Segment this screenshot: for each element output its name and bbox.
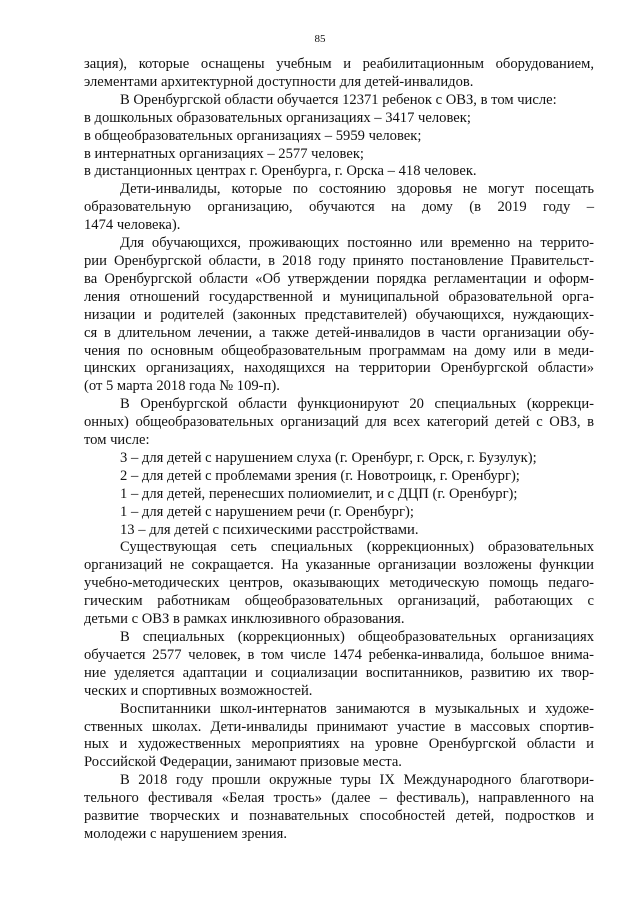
document-body <box>84 56 594 844</box>
text-line: Воспитанники школ-интернатов занимаются в музыкальных и художе- <box>120 700 594 717</box>
text-line: учебно-методических центров, оказывающих методическую помощь педаго- <box>84 575 594 592</box>
text-line: ственных школах. Дети-инвалиды принимают участие в массовых спортив- <box>84 718 594 735</box>
text-line: ления отношений государственной и муниципальной образовательной орга- <box>84 288 594 305</box>
text-line: обучается 2577 человек, в том числе 1474 ребенка-инвалида, большое внима- <box>84 646 594 663</box>
list-item: в общеобразовательных организациях – 5959 человек; <box>84 127 422 144</box>
text-line: низации и родителей (законных представителей) обучающихся, нуждающих- <box>84 306 594 323</box>
text-line: гическим работникам общеобразовательных организаций, работающих с <box>84 593 594 610</box>
list-item: 3 – для детей с нарушением слуха (г. Оренбург, г. Орск, г. Бузулук); <box>120 449 537 466</box>
text-line: ва Оренбургской области «Об утверждении порядка регламентации и оформ- <box>84 270 594 287</box>
paragraph <box>84 235 594 396</box>
text-line: цинских организациях, находящихся на территории Оренбургской области» <box>84 360 594 377</box>
paragraph <box>84 181 594 235</box>
text-line: организаций не сокращается. На указанные организации возложены функции <box>84 557 594 574</box>
text-line: молодежи с нарушением зрения. <box>84 825 287 842</box>
text-line: зация), которые оснащены учебным и реабилитационным оборудованием, <box>84 56 594 72</box>
text-line: В специальных (коррекционных) общеобразовательных организациях <box>120 629 594 645</box>
text-line: онных) общеобразовательных организаций для всех категорий детей с ОВЗ, в <box>84 414 594 431</box>
text-line: элементами архитектурной доступности для детей-инвалидов. <box>84 73 474 90</box>
list-item: 2 – для детей с проблемами зрения (г. Новотроицк, г. Оренбург); <box>120 467 520 484</box>
page-number: 85 <box>314 33 326 45</box>
text-line: ных и художественных мероприятиях на уровне Оренбургской области и <box>84 736 594 753</box>
text-line: развитие творческих и познавательных способностей детей, подростков и <box>84 808 594 825</box>
text-line: 1474 человека). <box>84 217 181 234</box>
text-line: Российской Федерации, занимают призовые места. <box>84 754 402 771</box>
text-line: ние уделяется адаптации и социализации воспитанников, развитию их твор- <box>84 664 594 681</box>
text-line: В Оренбургской области функционируют 20 специальных (коррекци- <box>120 396 594 413</box>
text-line: Для обучающихся, проживающих постоянно или временно на террито- <box>120 235 594 252</box>
paragraph <box>84 539 594 629</box>
list-item: в дистанционных центрах г. Оренбурга, г. Орска – 418 человек. <box>84 163 477 180</box>
text-line: (от 5 марта 2018 года № 109-п). <box>84 378 280 395</box>
text-line: чения по основным общеобразовательным программам на дому или в меди- <box>84 342 594 359</box>
text-line: детьми с ОВЗ в рамках инклюзивного образования. <box>84 611 405 628</box>
paragraph <box>84 56 594 92</box>
text-line: рии Оренбургской области, в 2018 году принято постановление Правительст- <box>84 252 594 269</box>
list-item: в дошкольных образовательных организациях – 3417 человек; <box>84 109 471 126</box>
text-line: образовательную организацию, обучаются на дому (в 2019 году – <box>84 199 594 216</box>
text-line: том числе: <box>84 432 150 449</box>
text-line: Существующая сеть специальных (коррекционных) образовательных <box>120 539 594 556</box>
paragraph <box>84 772 594 844</box>
paragraph <box>84 629 594 701</box>
text-line: ся в длительном лечении, а также детей-инвалидов в части организации обу- <box>84 324 594 341</box>
paragraph <box>84 396 594 539</box>
text-line: тельного фестиваля «Белая трость» (далее – фестиваль), направленного на <box>84 790 594 807</box>
list-item: 1 – для детей, перенесших полиомиелит, и с ДЦП (г. Оренбург); <box>120 485 518 502</box>
paragraph <box>84 701 594 773</box>
text-line: В 2018 году прошли окружные туры IX Международного благотвори- <box>120 772 594 789</box>
list-item: 13 – для детей с психическими расстройствами. <box>120 521 419 538</box>
list-item: 1 – для детей с нарушением речи (г. Оренбург); <box>120 503 414 520</box>
text-line: В Оренбургской области обучается 12371 ребенок с ОВЗ, в том числе: <box>120 91 557 108</box>
list-item: в интернатных организациях – 2577 человек; <box>84 145 364 162</box>
paragraph <box>84 92 594 182</box>
text-line: ческих и спортивных возможностей. <box>84 682 313 699</box>
text-line: Дети-инвалиды, которые по состоянию здоровья не могут посещать <box>120 181 594 198</box>
